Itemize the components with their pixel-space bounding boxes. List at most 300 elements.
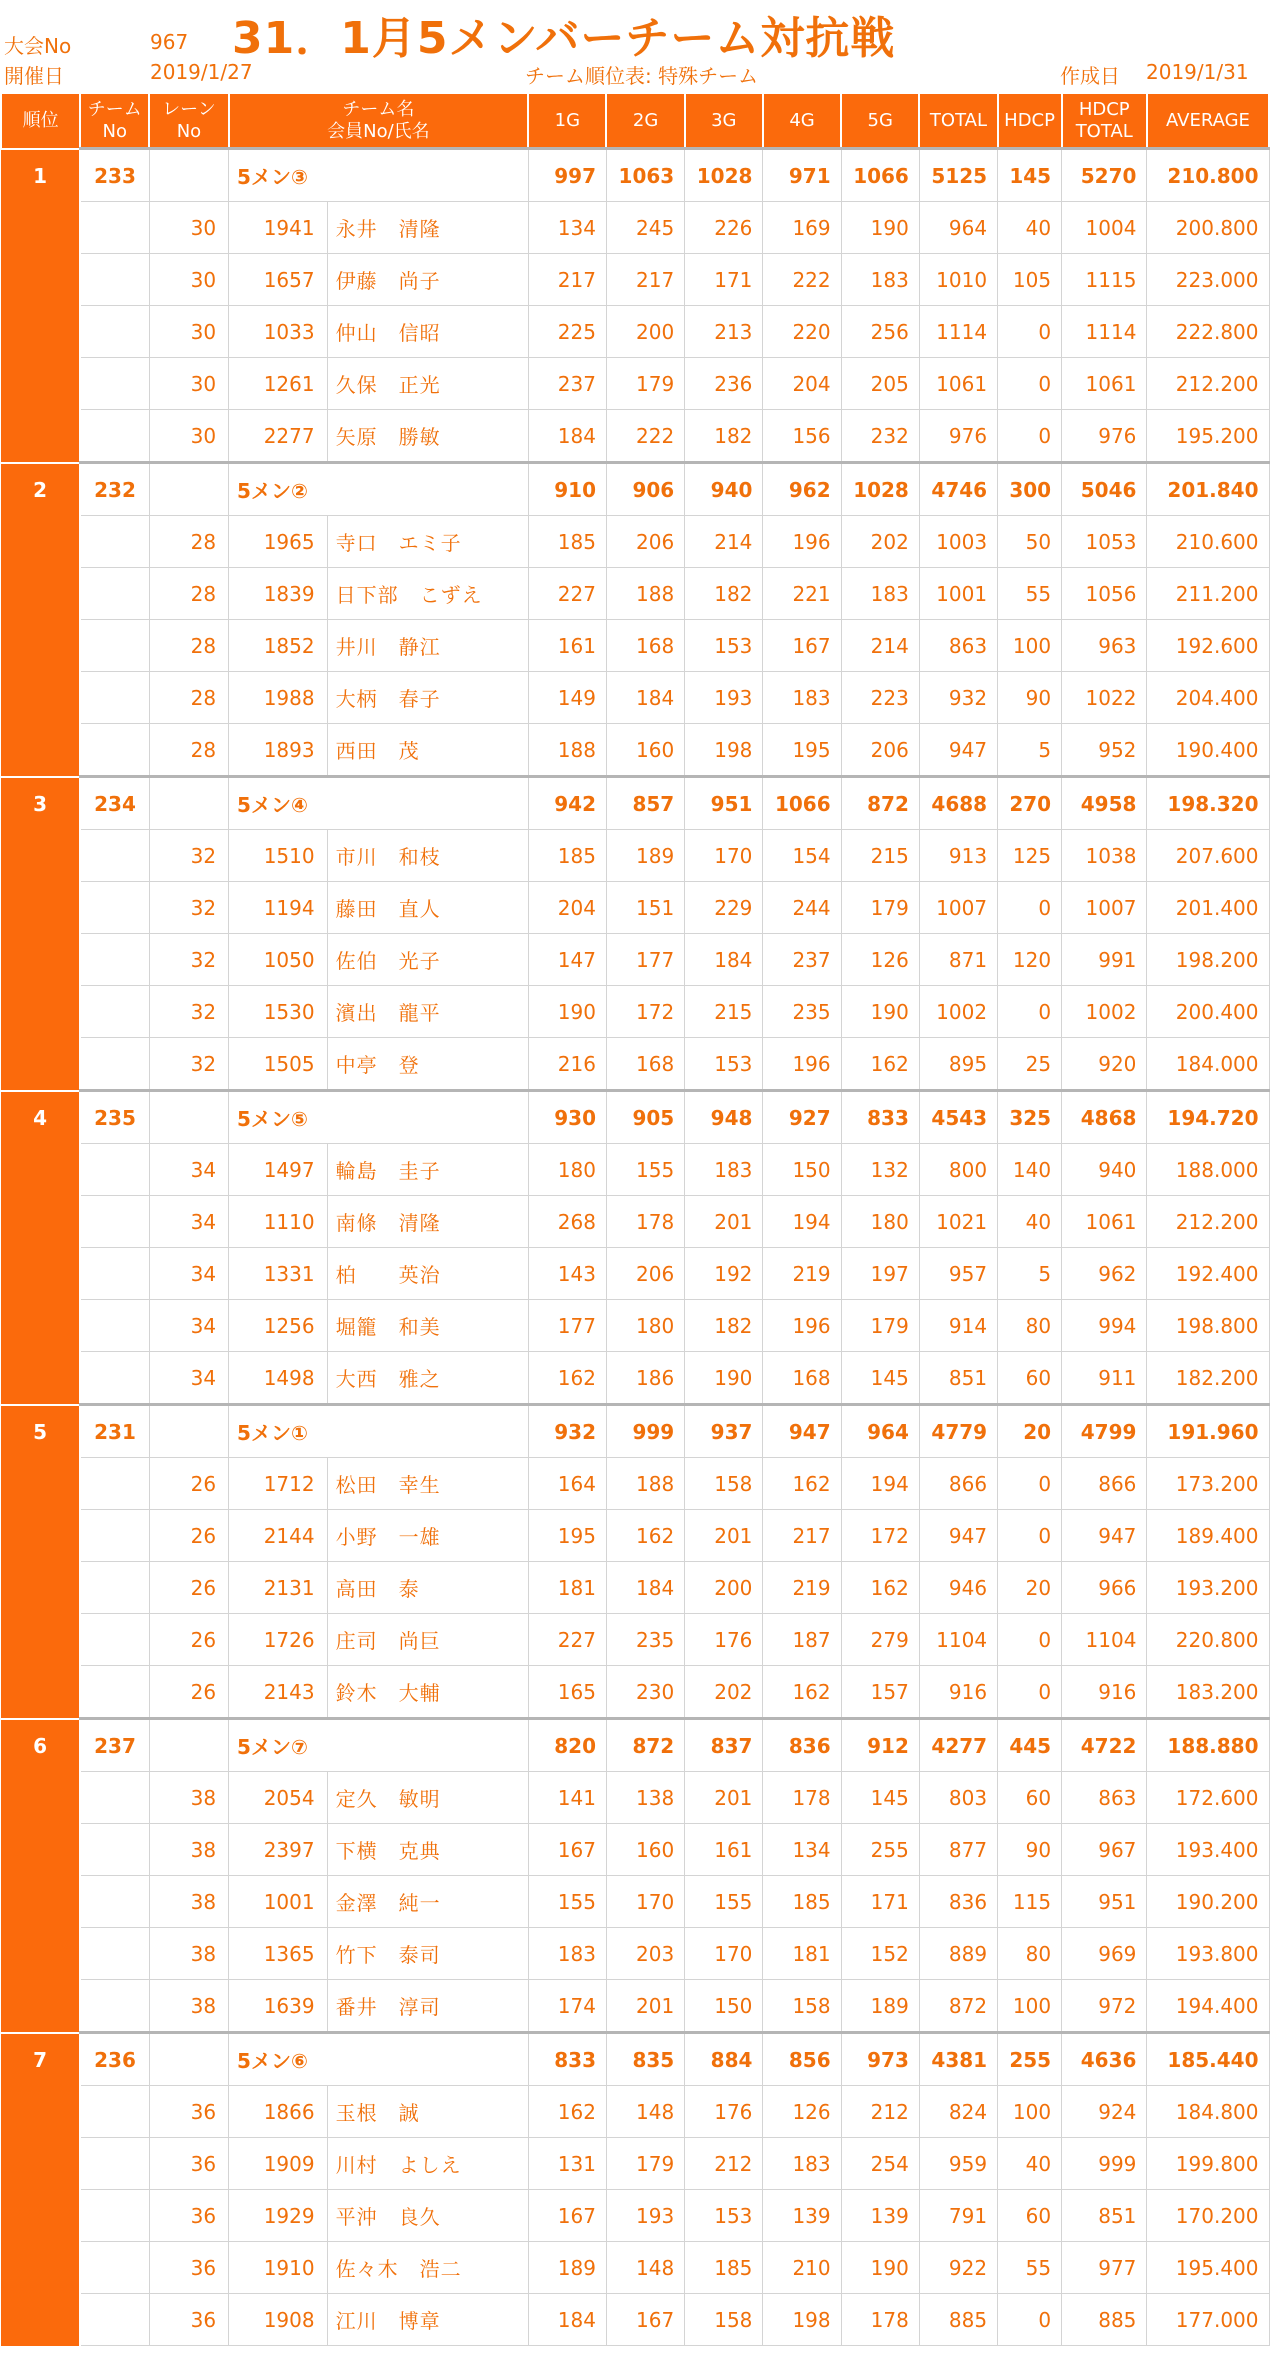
- rank-cell: [1, 986, 80, 1038]
- team-no-empty: [80, 2086, 149, 2138]
- member-game-1: 143: [528, 1248, 606, 1300]
- member-game-5: 212: [841, 2086, 919, 2138]
- member-no: 1839: [229, 568, 328, 620]
- member-average: 193.800: [1147, 1928, 1269, 1980]
- member-row: [1, 2190, 1269, 2242]
- member-game-5: 172: [841, 1510, 919, 1562]
- member-hdcp: 0: [998, 410, 1062, 463]
- member-hdcp-total: 1053: [1062, 516, 1147, 568]
- member-average: 193.200: [1147, 1562, 1269, 1614]
- member-game-4: 187: [763, 1614, 841, 1666]
- member-hdcp: 80: [998, 1300, 1062, 1352]
- team-no-empty: [80, 358, 149, 410]
- team-game-5: 1028: [841, 463, 919, 516]
- member-lane: 26: [149, 1614, 228, 1666]
- member-name: 久保 正光: [327, 358, 528, 410]
- member-game-5: 183: [841, 568, 919, 620]
- member-game-2: 203: [606, 1928, 684, 1980]
- member-total: 1061: [919, 358, 997, 410]
- member-name: 寺口 エミ子: [327, 516, 528, 568]
- team-no-empty: [80, 306, 149, 358]
- col-g3: 3G: [685, 93, 763, 149]
- team-hdcp: 255: [998, 2033, 1062, 2086]
- member-game-5: 180: [841, 1196, 919, 1248]
- member-game-4: 235: [763, 986, 841, 1038]
- member-game-4: 210: [763, 2242, 841, 2294]
- team-no-empty: [80, 1300, 149, 1352]
- team-no-empty: [80, 1666, 149, 1719]
- team-no-empty: [80, 1144, 149, 1196]
- member-name: 小野 一雄: [327, 1510, 528, 1562]
- member-row: [1, 1196, 1269, 1248]
- member-total: 964: [919, 202, 997, 254]
- member-average: 200.400: [1147, 986, 1269, 1038]
- member-game-1: 204: [528, 882, 606, 934]
- team-game-3: 951: [685, 777, 763, 830]
- member-row: [1, 672, 1269, 724]
- member-game-3: 158: [685, 1458, 763, 1510]
- team-game-3: 937: [685, 1405, 763, 1458]
- member-no: 1001: [229, 1876, 328, 1928]
- rank-cell: [1, 1300, 80, 1352]
- member-game-1: 162: [528, 1352, 606, 1405]
- team-average: 194.720: [1147, 1091, 1269, 1144]
- member-game-1: 268: [528, 1196, 606, 1248]
- member-game-4: 217: [763, 1510, 841, 1562]
- team-game-3: 948: [685, 1091, 763, 1144]
- member-total: 1002: [919, 986, 997, 1038]
- member-no: 1712: [229, 1458, 328, 1510]
- member-hdcp-total: 967: [1062, 1824, 1147, 1876]
- member-average: 212.200: [1147, 358, 1269, 410]
- member-game-2: 186: [606, 1352, 684, 1405]
- member-total: 871: [919, 934, 997, 986]
- member-row: [1, 882, 1269, 934]
- member-lane: 36: [149, 2086, 228, 2138]
- member-no: 1505: [229, 1038, 328, 1091]
- member-no: 2131: [229, 1562, 328, 1614]
- member-row: [1, 1562, 1269, 1614]
- member-game-1: 167: [528, 1824, 606, 1876]
- member-hdcp: 40: [998, 2138, 1062, 2190]
- team-row: [1, 463, 1269, 516]
- member-name: 井川 静江: [327, 620, 528, 672]
- team-no-empty: [80, 1458, 149, 1510]
- member-average: 188.000: [1147, 1144, 1269, 1196]
- member-name: 大西 雅之: [327, 1352, 528, 1405]
- member-lane: 36: [149, 2190, 228, 2242]
- member-game-4: 220: [763, 306, 841, 358]
- member-game-4: 126: [763, 2086, 841, 2138]
- member-game-5: 206: [841, 724, 919, 777]
- rank-cell: [1, 672, 80, 724]
- team-no-empty: [80, 202, 149, 254]
- member-hdcp: 0: [998, 882, 1062, 934]
- member-game-5: 171: [841, 1876, 919, 1928]
- rank-cell: [1, 1666, 80, 1719]
- member-hdcp-total: 994: [1062, 1300, 1147, 1352]
- rank-cell: [1, 1144, 80, 1196]
- member-game-3: 201: [685, 1196, 763, 1248]
- member-game-2: 184: [606, 672, 684, 724]
- member-hdcp: 55: [998, 568, 1062, 620]
- member-lane: 30: [149, 410, 228, 463]
- member-game-4: 167: [763, 620, 841, 672]
- tournament-no: 967: [150, 30, 189, 54]
- member-no: 1194: [229, 882, 328, 934]
- member-hdcp: 100: [998, 620, 1062, 672]
- member-game-5: 162: [841, 1038, 919, 1091]
- member-game-5: 178: [841, 2294, 919, 2346]
- col-g4: 4G: [763, 93, 841, 149]
- member-hdcp: 20: [998, 1562, 1062, 1614]
- member-row: [1, 2138, 1269, 2190]
- col-g1: 1G: [528, 93, 606, 149]
- member-lane: 34: [149, 1248, 228, 1300]
- member-game-2: 206: [606, 516, 684, 568]
- report-header: [0, 0, 1270, 92]
- member-hdcp: 60: [998, 2190, 1062, 2242]
- member-total: 913: [919, 830, 997, 882]
- member-name: 松田 幸生: [327, 1458, 528, 1510]
- member-name: 柏 英治: [327, 1248, 528, 1300]
- member-lane: 26: [149, 1666, 228, 1719]
- rank-cell: [1, 1510, 80, 1562]
- member-no: 1908: [229, 2294, 328, 2346]
- member-game-2: 178: [606, 1196, 684, 1248]
- team-no-empty: [80, 410, 149, 463]
- member-total: 957: [919, 1248, 997, 1300]
- member-game-4: 156: [763, 410, 841, 463]
- member-game-2: 201: [606, 1980, 684, 2033]
- member-game-1: 165: [528, 1666, 606, 1719]
- created-label: 作成日: [1060, 64, 1120, 88]
- rank-cell: [1, 1980, 80, 2033]
- member-total: 889: [919, 1928, 997, 1980]
- team-game-4: 836: [763, 1719, 841, 1772]
- team-game-5: 964: [841, 1405, 919, 1458]
- team-lane-empty: [149, 2033, 228, 2086]
- member-lane: 32: [149, 882, 228, 934]
- member-game-3: 236: [685, 358, 763, 410]
- member-name: 伊藤 尚子: [327, 254, 528, 306]
- member-name: 南條 清隆: [327, 1196, 528, 1248]
- member-game-4: 219: [763, 1248, 841, 1300]
- member-lane: 26: [149, 1510, 228, 1562]
- member-game-1: 190: [528, 986, 606, 1038]
- member-no: 1988: [229, 672, 328, 724]
- rank-cell: [1, 2190, 80, 2242]
- member-game-4: 158: [763, 1980, 841, 2033]
- member-total: 932: [919, 672, 997, 724]
- member-hdcp: 55: [998, 2242, 1062, 2294]
- member-game-2: 200: [606, 306, 684, 358]
- team-no-empty: [80, 2294, 149, 2346]
- team-no-empty: [80, 1038, 149, 1091]
- team-hdcp: 145: [998, 149, 1062, 202]
- team-no-empty: [80, 1248, 149, 1300]
- member-game-3: 158: [685, 2294, 763, 2346]
- member-game-3: 182: [685, 568, 763, 620]
- member-game-3: 153: [685, 2190, 763, 2242]
- member-game-2: 162: [606, 1510, 684, 1562]
- col-rank: 順位: [1, 93, 80, 149]
- team-row: [1, 2033, 1269, 2086]
- member-total: 885: [919, 2294, 997, 2346]
- team-total: 4779: [919, 1405, 997, 1458]
- member-game-4: 196: [763, 1300, 841, 1352]
- member-name: 玉根 誠: [327, 2086, 528, 2138]
- member-game-4: 183: [763, 672, 841, 724]
- rank-cell: [1, 2138, 80, 2190]
- rank-cell: [1, 882, 80, 934]
- col-g5: 5G: [841, 93, 919, 149]
- member-lane: 26: [149, 1562, 228, 1614]
- member-game-3: 153: [685, 1038, 763, 1091]
- member-game-4: 196: [763, 1038, 841, 1091]
- member-average: 204.400: [1147, 672, 1269, 724]
- member-game-1: 184: [528, 2294, 606, 2346]
- team-no-empty: [80, 882, 149, 934]
- team-game-2: 1063: [606, 149, 684, 202]
- member-average: 190.200: [1147, 1876, 1269, 1928]
- member-row: [1, 2242, 1269, 2294]
- member-game-2: 188: [606, 568, 684, 620]
- team-game-4: 927: [763, 1091, 841, 1144]
- member-game-1: 134: [528, 202, 606, 254]
- member-average: 198.800: [1147, 1300, 1269, 1352]
- team-hdcp-total: 5270: [1062, 149, 1147, 202]
- team-game-3: 884: [685, 2033, 763, 2086]
- member-total: 916: [919, 1666, 997, 1719]
- team-no-empty: [80, 1928, 149, 1980]
- member-lane: 34: [149, 1196, 228, 1248]
- member-total: 863: [919, 620, 997, 672]
- member-total: 824: [919, 2086, 997, 2138]
- member-name: 鈴木 大輔: [327, 1666, 528, 1719]
- rank-cell: [1, 2294, 80, 2346]
- member-lane: 32: [149, 986, 228, 1038]
- member-row: [1, 1666, 1269, 1719]
- member-game-4: 196: [763, 516, 841, 568]
- member-hdcp-total: 1115: [1062, 254, 1147, 306]
- team-game-2: 999: [606, 1405, 684, 1458]
- member-total: 877: [919, 1824, 997, 1876]
- member-hdcp-total: 1022: [1062, 672, 1147, 724]
- member-average: 212.200: [1147, 1196, 1269, 1248]
- rank-cell: [1, 1458, 80, 1510]
- member-row: [1, 1038, 1269, 1091]
- member-lane: 30: [149, 358, 228, 410]
- team-no-empty: [80, 1980, 149, 2033]
- member-game-5: 190: [841, 202, 919, 254]
- member-game-3: 170: [685, 1928, 763, 1980]
- member-game-5: 205: [841, 358, 919, 410]
- rank-cell: [1, 1876, 80, 1928]
- member-game-1: 149: [528, 672, 606, 724]
- member-name: 竹下 泰司: [327, 1928, 528, 1980]
- member-hdcp-total: 1004: [1062, 202, 1147, 254]
- created-date: 2019/1/31: [1146, 60, 1249, 84]
- team-hdcp-total: 4958: [1062, 777, 1147, 830]
- member-game-4: 204: [763, 358, 841, 410]
- team-total: 5125: [919, 149, 997, 202]
- member-game-4: 162: [763, 1666, 841, 1719]
- member-no: 1050: [229, 934, 328, 986]
- member-average: 177.000: [1147, 2294, 1269, 2346]
- member-hdcp-total: 851: [1062, 2190, 1147, 2242]
- team-name: 5メン⑤: [229, 1091, 529, 1144]
- rank-cell: [1, 568, 80, 620]
- member-average: 210.600: [1147, 516, 1269, 568]
- member-game-2: 148: [606, 2086, 684, 2138]
- member-row: [1, 1928, 1269, 1980]
- member-hdcp-total: 920: [1062, 1038, 1147, 1091]
- member-row: [1, 254, 1269, 306]
- member-hdcp-total: 966: [1062, 1562, 1147, 1614]
- rank-cell: [1, 934, 80, 986]
- member-hdcp-total: 924: [1062, 2086, 1147, 2138]
- member-lane: 30: [149, 254, 228, 306]
- member-game-2: 160: [606, 724, 684, 777]
- member-row: [1, 986, 1269, 1038]
- rank-cell: [1, 1248, 80, 1300]
- member-hdcp: 105: [998, 254, 1062, 306]
- team-rank: 2: [1, 463, 80, 516]
- member-game-2: 172: [606, 986, 684, 1038]
- member-game-4: 139: [763, 2190, 841, 2242]
- team-game-2: 835: [606, 2033, 684, 2086]
- member-game-3: 176: [685, 2086, 763, 2138]
- team-name: 5メン⑦: [229, 1719, 529, 1772]
- member-total: 1104: [919, 1614, 997, 1666]
- member-game-5: 132: [841, 1144, 919, 1196]
- member-average: 198.200: [1147, 934, 1269, 986]
- member-name: 仲山 信昭: [327, 306, 528, 358]
- member-game-1: 162: [528, 2086, 606, 2138]
- team-no-empty: [80, 1352, 149, 1405]
- member-hdcp: 0: [998, 1666, 1062, 1719]
- member-game-5: 255: [841, 1824, 919, 1876]
- member-hdcp: 100: [998, 2086, 1062, 2138]
- date-label: 開催日: [4, 64, 64, 88]
- team-game-3: 940: [685, 463, 763, 516]
- member-hdcp-total: 977: [1062, 2242, 1147, 2294]
- member-hdcp-total: 951: [1062, 1876, 1147, 1928]
- member-lane: 28: [149, 568, 228, 620]
- member-game-4: 221: [763, 568, 841, 620]
- member-hdcp-total: 863: [1062, 1772, 1147, 1824]
- member-game-4: 169: [763, 202, 841, 254]
- member-row: [1, 516, 1269, 568]
- team-no-empty: [80, 1614, 149, 1666]
- member-game-4: 222: [763, 254, 841, 306]
- rank-cell: [1, 620, 80, 672]
- member-average: 192.400: [1147, 1248, 1269, 1300]
- member-hdcp-total: 976: [1062, 410, 1147, 463]
- member-average: 211.200: [1147, 568, 1269, 620]
- member-game-2: 168: [606, 620, 684, 672]
- member-average: 207.600: [1147, 830, 1269, 882]
- rank-cell: [1, 358, 80, 410]
- member-total: 946: [919, 1562, 997, 1614]
- member-game-3: 182: [685, 1300, 763, 1352]
- member-game-5: 254: [841, 2138, 919, 2190]
- team-hdcp-total: 4799: [1062, 1405, 1147, 1458]
- member-game-1: 189: [528, 2242, 606, 2294]
- member-game-2: 180: [606, 1300, 684, 1352]
- member-game-1: 185: [528, 516, 606, 568]
- member-game-2: 230: [606, 1666, 684, 1719]
- member-average: 182.200: [1147, 1352, 1269, 1405]
- team-total: 4381: [919, 2033, 997, 2086]
- member-hdcp-total: 940: [1062, 1144, 1147, 1196]
- team-hdcp: 270: [998, 777, 1062, 830]
- team-no-empty: [80, 2138, 149, 2190]
- col-average: AVERAGE: [1147, 93, 1269, 149]
- member-game-3: 150: [685, 1980, 763, 2033]
- member-no: 1110: [229, 1196, 328, 1248]
- member-name: 江川 博章: [327, 2294, 528, 2346]
- member-name: 矢原 勝敏: [327, 410, 528, 463]
- member-no: 1866: [229, 2086, 328, 2138]
- member-average: 223.000: [1147, 254, 1269, 306]
- col-g2: 2G: [606, 93, 684, 149]
- col-hdcp-total: HDCP TOTAL: [1062, 93, 1147, 149]
- member-average: 195.200: [1147, 410, 1269, 463]
- team-row: [1, 1091, 1269, 1144]
- rank-cell: [1, 202, 80, 254]
- member-total: 872: [919, 1980, 997, 2033]
- member-hdcp: 140: [998, 1144, 1062, 1196]
- rank-cell: [1, 306, 80, 358]
- member-hdcp-total: 999: [1062, 2138, 1147, 2190]
- team-no-empty: [80, 1196, 149, 1248]
- rank-cell: [1, 724, 80, 777]
- member-no: 2144: [229, 1510, 328, 1562]
- team-rank: 4: [1, 1091, 80, 1144]
- member-no: 1726: [229, 1614, 328, 1666]
- member-hdcp: 120: [998, 934, 1062, 986]
- member-hdcp-total: 1061: [1062, 1196, 1147, 1248]
- member-lane: 38: [149, 1824, 228, 1876]
- member-game-1: 188: [528, 724, 606, 777]
- member-hdcp: 80: [998, 1928, 1062, 1980]
- team-no-empty: [80, 830, 149, 882]
- member-game-1: 216: [528, 1038, 606, 1091]
- member-row: [1, 1614, 1269, 1666]
- rank-cell: [1, 830, 80, 882]
- team-total: 4746: [919, 463, 997, 516]
- member-total: 959: [919, 2138, 997, 2190]
- member-average: 194.400: [1147, 1980, 1269, 2033]
- member-game-5: 152: [841, 1928, 919, 1980]
- team-game-1: 942: [528, 777, 606, 830]
- member-game-3: 214: [685, 516, 763, 568]
- member-game-3: 200: [685, 1562, 763, 1614]
- member-row: [1, 1876, 1269, 1928]
- member-game-5: 126: [841, 934, 919, 986]
- member-game-5: 190: [841, 2242, 919, 2294]
- member-row: [1, 358, 1269, 410]
- event-date: 2019/1/27: [150, 60, 253, 84]
- member-game-5: 145: [841, 1772, 919, 1824]
- member-hdcp-total: 1002: [1062, 986, 1147, 1038]
- team-no-empty: [80, 2242, 149, 2294]
- team-hdcp-total: 4722: [1062, 1719, 1147, 1772]
- member-game-3: 201: [685, 1772, 763, 1824]
- member-game-1: 217: [528, 254, 606, 306]
